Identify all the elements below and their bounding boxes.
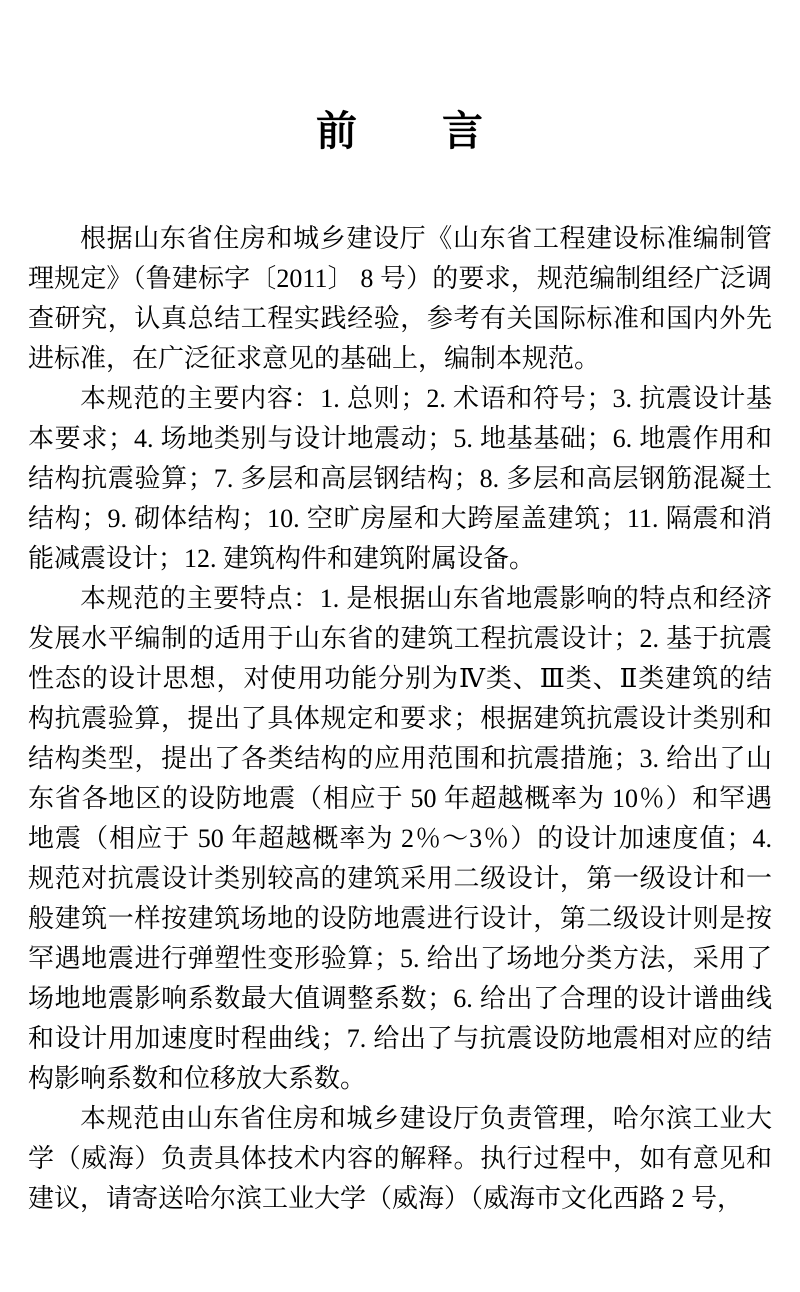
page-title: 前 言 [316,108,484,154]
paragraph-basis: 根据山东省住房和城乡建设厅《山东省工程建设标准编制管理规定》（鲁建标字〔2011〕 8 号）的要求，规范编制组经广泛调查研究，认真总结工程实践经验，参考有关国际标准和国内外先进标准，在广泛征求意见的基础上，编制本规范。 [28,224,772,373]
paragraph-administration: 本规范由山东省住房和城乡建设厅负责管理，哈尔滨工业大学（威海）负责具体技术内容的解释。执行过程中，如有意见和建议，请寄送哈尔滨工业大学（威海）（威海市文化西路 2 号， [28,1104,772,1213]
paragraph-main-contents: 本规范的主要内容：1. 总则；2. 术语和符号；3. 抗震设计基本要求；4. 场地类别与设计地震动；5. 地基基础；6. 地震作用和结构抗震验算；7. 多层和高层钢结构；8. 多层和高层钢筋混凝土结构；9. 砌体结构；10. 空旷房屋和大跨屋盖建筑；11. 隔震和消能减震设计；12. 建筑构件和建筑附属设备。 [28,384,772,573]
paragraph-main-features: 本规范的主要特点：1. 是根据山东省地震影响的特点和经济发展水平编制的适用于山东省的建筑工程抗震设计；2. 基于抗震性态的设计思想，对使用功能分别为Ⅳ类、Ⅲ类、Ⅱ类建筑的结构抗震验算，提出了具体规定和要求；根据建筑抗震设计类别和结构类型，提出了各类结构的应用范围和抗震措施；3. 给出了山东省各地区的设防地震（相应于 50 年超越概率为 10％）和罕遇地震（相应于 50 年超越概率为 2％～3％）的设计加速度值；4. 规范对抗震设计类别较高的建筑采用二级设计，第一级设计和一般建筑一样按建筑场地的设防地震进行设计，第二级设计则是按罕遇地震进行弹塑性变形验算；5. 给出了场地分类方法，采用了场地地震影响系数最大值调整系数；6. 给出了合理的设计谱曲线和设计用加速度时程曲线；7. 给出了与抗震设防地震相对应的结构影响系数和位移放大系数。 [28,584,772,1093]
document-body [28,219,772,1219]
